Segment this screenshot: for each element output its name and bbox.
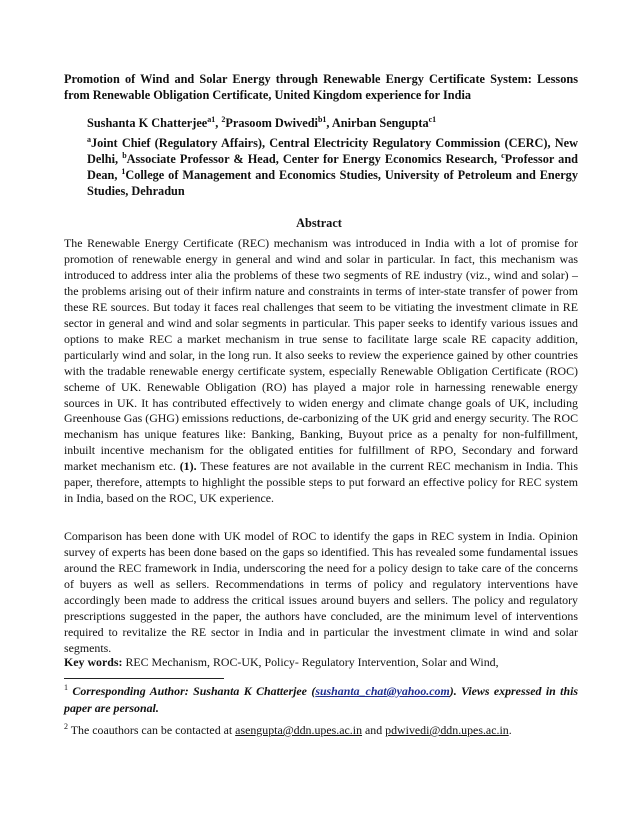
footnote-divider: [64, 678, 224, 679]
abstract-p1-main: The Renewable Energy Certificate (REC) mechanism was introduced in India with a lot of promise for promotion of renewable energy in general and wind and solar in particular. In fact, this mechanism was introduced to address inter alia the problems of these two segments of RE industry (viz., wind and solar) – the problems arising out of their infirm nature and constraints in terms of inter-state transfer of power from these RE sources. But today it faces real challenges that seem to be vitiating the investment climate in RE sector in general and wind and solar segments in particular. This paper seeks to identify various issues and options to make REC a market mechanism in true sense to facilitate large scale RE capacity addition, particularly wind and solar, in the long run. It also seeks to review the experience gained by other countries with the tradable renewable energy certificate system, especially Renewable Obligation Certificate (ROC) scheme of UK. Renewable Obligation (RO) has played a major role in harnessing renewable energy sources in UK. It has contributed effectively to widen energy and climate change goals of UK, including Greenhouse Gas (GHG) emissions reductions, de-carbonizing of the UK grid and energy security. The ROC mechanism has unique features like: Banking, Banking, Buyout price as a penalty for non-fulfillment, inbuilt incentive mechanism for the obligated entities for fulfillment of RPO, Secondary and forward market mechanism etc.: [64, 236, 578, 474]
keywords-label: Key words:: [64, 655, 123, 669]
author-3-superscript: c1: [428, 114, 437, 124]
abstract-paragraph-2: Comparison has been done with UK model of ROC to identify the gaps in REC system in India. Opinion survey of experts has been done based on the gaps so identified. This has revealed some fundamental issues around the REC framework in India, underscoring the need for a policy design to take care of the concerns of buyers as well as sellers. Recommendations in terms of policy and regulatory interventions have accordingly been made to address the critical issues around buyers and sellers. The policy and regulatory prescriptions suggested in the paper, the authors have concluded, are the minimum level of interventions required to revitalize the RE sector in India and in particular the investment climate in wind and solar segments.: [64, 529, 578, 655]
author-line: [87, 115, 578, 131]
affiliation-1-marker: 1: [121, 166, 126, 176]
footnote-2: [64, 722, 578, 738]
affiliation-c: Professor and Dean,: [87, 152, 578, 182]
author-1-name: Sushanta K Chatterjee: [87, 116, 208, 130]
reference-marker: (1).: [179, 459, 197, 474]
author-block: [87, 115, 578, 199]
affiliation-a-marker: a: [87, 134, 91, 144]
footnote-1: [64, 683, 578, 717]
corresponding-email-link[interactable]: sushanta_chat@yahoo.com: [315, 684, 450, 698]
affiliation-b: Associate Professor & Head, Center for Energy Economics Research,: [126, 152, 502, 166]
abstract-paragraph-1: [64, 236, 578, 507]
footnote-2-marker: 2: [64, 722, 68, 732]
author-1-superscript: a1: [207, 114, 216, 124]
keywords-text: REC Mechanism, ROC-UK, Policy- Regulatory Intervention, Solar and Wind,: [122, 655, 499, 669]
author-separator: ,: [326, 116, 332, 130]
footnote-2-end: .: [508, 723, 512, 737]
abstract-p1-tail: These features are not available in the current REC mechanism in India. This paper, therefore, attempts to highlight the possible steps to put forward an effective policy for REC system in India, based on the ROC, UK experience.: [64, 459, 578, 506]
paper-title: Promotion of Wind and Solar Energy through Renewable Energy Certificate System: Lessons from Renewable Obligation Certificate, United Kingdom experience for India: [64, 72, 578, 102]
footnote-1-text: Corresponding Author: Sushanta K Chatterjee (: [68, 684, 316, 698]
affiliations: [87, 135, 578, 199]
footnote-2-and: and: [362, 723, 386, 737]
affiliation-c-marker: c: [501, 150, 505, 160]
affiliation-1: College of Management and Economics Studies, University of Petroleum and Energy Studies, Dehradun: [87, 168, 578, 198]
author-separator: ,: [215, 116, 222, 130]
coauthor-email-link-1[interactable]: asengupta@ddn.upes.ac.in: [235, 723, 363, 737]
author-2-name: Prasoom Dwivedi: [225, 116, 318, 130]
affiliation-b-marker: b: [122, 150, 127, 160]
affiliation-a: Joint Chief (Regulatory Affairs), Central Electricity Regulatory Commission (CERC), New Delhi,: [87, 136, 578, 166]
abstract-heading: Abstract: [296, 216, 342, 230]
footnote-1-tail: ). Views expressed in this paper are personal.: [64, 684, 578, 715]
footnote-2-text: The coauthors can be contacted at: [68, 723, 236, 737]
author-3-name: Anirban Sengupta: [331, 116, 429, 130]
author-2-superscript: b1: [317, 114, 327, 124]
author-2-prefix: 2: [221, 114, 226, 124]
keywords-line: [64, 654, 578, 670]
coauthor-email-link-2[interactable]: pdwivedi@ddn.upes.ac.in: [385, 723, 509, 737]
footnote-1-marker: 1: [64, 683, 68, 693]
